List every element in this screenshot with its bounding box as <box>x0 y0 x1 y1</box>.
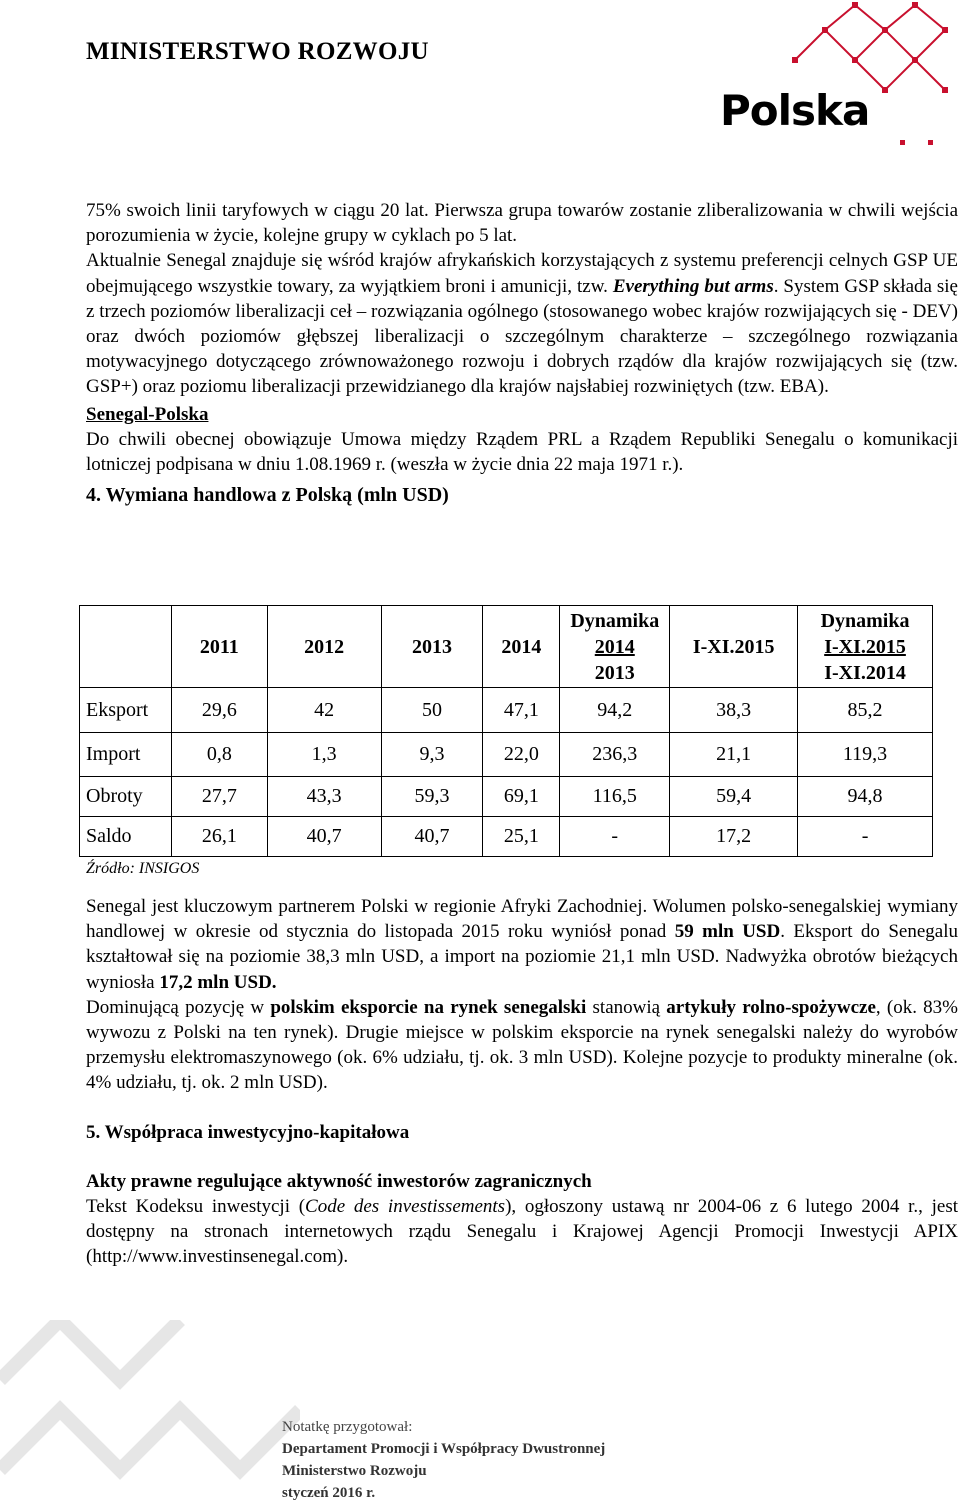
footer-date: styczeń 2016 r. <box>282 1485 376 1501</box>
polska-logo-text: Polska <box>720 86 870 135</box>
cell: 69,1 <box>483 777 560 817</box>
header-2014: 2014 <box>483 606 560 688</box>
row-label: Eksport <box>80 688 172 733</box>
header-empty <box>80 606 172 688</box>
table-row <box>80 688 933 733</box>
paragraph-export-structure: Dominującą pozycję w polskim eksporcie na rynek senegalski stanowią artykuły rolno-spożywcze, (ok. 83% wywozu z Polski na ten rynek). Drugie miejsce w polskim eksporcie na rynek senegalski należy do wyrobów przemysłu elektromaszynowego (ok. 6% udziału, tj. ok. 3 mln USD). Kolejne pozycje to produkty mineralne (ok. 4% udziału, tj. ok. 2 mln USD). <box>86 996 959 1094</box>
cell: 42 <box>267 688 381 733</box>
cell: 22,0 <box>483 733 560 777</box>
footer-department: Departament Promocji i Współpracy Dwustronnej <box>282 1441 606 1457</box>
trade-table <box>79 605 933 857</box>
cell: 26,1 <box>171 817 267 857</box>
intro-block <box>86 198 958 508</box>
header-2011: 2011 <box>171 606 267 688</box>
row-label: Saldo <box>80 817 172 857</box>
header-dynamika-2014: Dynamika 2014 2013 <box>560 606 670 688</box>
cell: 236,3 <box>560 733 670 777</box>
polska-logo-icon <box>700 0 960 165</box>
row-label: Obroty <box>80 777 172 817</box>
header-2012: 2012 <box>267 606 381 688</box>
trade-summary-block <box>86 894 958 1270</box>
section-4-heading: 4. Wymiana handlowa z Polską (mln USD) <box>86 484 449 507</box>
cell: 94,8 <box>798 777 933 817</box>
cell: 119,3 <box>798 733 933 777</box>
cell: 40,7 <box>267 817 381 857</box>
watermark-pattern-icon <box>0 1320 300 1512</box>
footer-ministry: Ministerstwo Rozwoju <box>282 1463 427 1479</box>
footer-prepared: Notatkę przygotował: <box>282 1419 413 1435</box>
header-i-xi-2015: I-XI.2015 <box>670 606 798 688</box>
section-5-heading: 5. Współpraca inwestycyjno-kapitałowa <box>86 1121 410 1143</box>
cell: 9,3 <box>381 733 483 777</box>
table-header-row <box>80 606 933 688</box>
cell: 25,1 <box>483 817 560 857</box>
header-title: MINISTERSTWO ROZWOJU <box>86 38 429 65</box>
row-label: Import <box>80 733 172 777</box>
cell: 17,2 <box>670 817 798 857</box>
cell: 29,6 <box>171 688 267 733</box>
cell: 0,8 <box>171 733 267 777</box>
cell: 50 <box>381 688 483 733</box>
paragraph-investment-code: Tekst Kodeksu inwestycji (Code des investissements), ogłoszony ustawą nr 2004-06 z 6 lutego 2004 r., jest dostępny na stronach internetowych rządu Senegalu i Krajowej Agencji Promocji Inwestycji APIX (http://www.investinsenegal.com). <box>86 1196 959 1268</box>
paragraph-volume: Senegal jest kluczowym partnerem Polski w regionie Afryki Zachodniej. Wolumen polsko-senegalskiej wymiany handlowej w okresie od stycznia do listopada 2015 roku wyniósł ponad 59 mln USD. Eksport do Senegalu kształtował się na poziomie 38,3 mln USD, a import na poziomie 21,1 mln USD. Nadwyżka obrotów bieżących wyniosła 17,2 mln USD. <box>86 896 958 993</box>
cell: 59,3 <box>381 777 483 817</box>
acts-heading: Akty prawne regulujące aktywność inwestorów zagranicznych <box>86 1170 592 1192</box>
header-dynamika-i-xi: Dynamika I-XI.2015 I-XI.2014 <box>798 606 933 688</box>
paragraph-tariff: 75% swoich linii taryfowych w ciągu 20 lat. Pierwsza grupa towarów zostanie zliberalizowania w chwili wejścia porozumienia w życie, kolejne grupy w cyklach po 5 lat. <box>86 200 958 247</box>
paragraph-gsp: Aktualnie Senegal znajduje się wśród krajów afrykańskich korzystających z systemu preferencji celnych GSP UE obejmującego wszystkie towary, za wyjątkiem broni i amunicji, tzw. Everything but arms. System GSP składa się z trzech poziomów liberalizacji ceł – rozwiązania ogólnego (stosowanego wobec krajów rozwijających się - DEV) oraz dwóch poziomów głębszej liberalizacji o szczególnym charakterze – szczególnego rozwiązania motywacyjnego dotyczącego zrównoważonego rozwoju i dobrych rządów dla krajów rozwijających się (tzw. GSP+) oraz poziomu liberalizacji przewidzianego dla krajów najsłabiej rozwiniętych (tzw. EBA). <box>86 250 958 398</box>
paragraph-air-agreement: Do chwili obecnej obowiązuje Umowa między Rządem PRL a Rządem Republiki Senegalu o komunikacji lotniczej podpisana w dniu 1.08.1969 r. (weszła w życie dnia 22 maja 1971 r.). <box>86 428 958 476</box>
table-row <box>80 733 933 777</box>
cell: 94,2 <box>560 688 670 733</box>
cell: 116,5 <box>560 777 670 817</box>
table-source: Źródło: INSIGOS <box>86 860 200 877</box>
cell: 43,3 <box>267 777 381 817</box>
cell: 38,3 <box>670 688 798 733</box>
cell: 40,7 <box>381 817 483 857</box>
table-row <box>80 817 933 857</box>
senegal-polska-heading: Senegal-Polska <box>86 403 209 425</box>
header-2013: 2013 <box>381 606 483 688</box>
table-row <box>80 777 933 817</box>
cell: - <box>798 817 933 857</box>
cell: 27,7 <box>171 777 267 817</box>
footer <box>282 1416 605 1504</box>
cell: 1,3 <box>267 733 381 777</box>
cell: 59,4 <box>670 777 798 817</box>
cell: - <box>560 817 670 857</box>
cell: 21,1 <box>670 733 798 777</box>
cell: 47,1 <box>483 688 560 733</box>
cell: 85,2 <box>798 688 933 733</box>
